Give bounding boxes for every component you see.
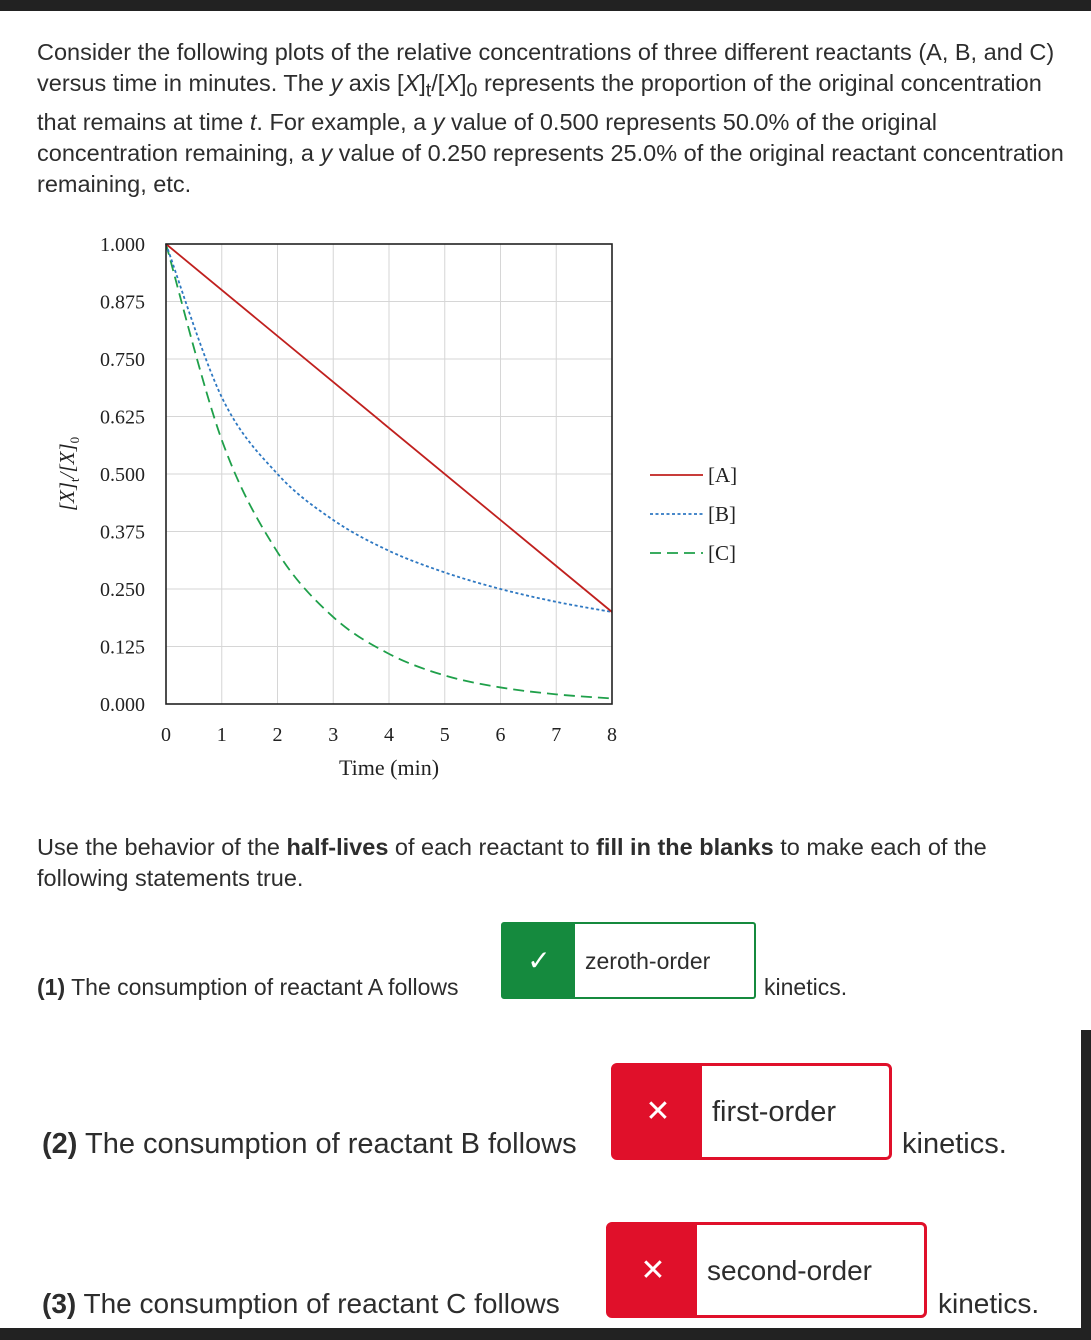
y-tick-label: 0.500	[100, 464, 145, 486]
question-3-answer: second-order	[707, 1255, 872, 1286]
question-1-answer: zeroth-order	[585, 948, 711, 974]
intro-paragraph: Consider the following plots of the relative concentrations of three different reactants (A, B, and C) versus time in minutes. The y axis $[X]_t/[X]_0$ represents the proportion of the original concentration that remains at time t. For example, a y value of 0.500 represents 50.0% of the original concentration remaining, a y value of 0.250 represents 25.0% of the original reactant concentration remaining, etc.	[37, 39, 1064, 197]
question-1-suffix: kinetics.	[764, 974, 848, 1000]
incorrect-x-icon: ✕	[609, 1225, 697, 1315]
bottom-border	[0, 1328, 1091, 1340]
y-tick-label: 0.000	[100, 694, 145, 716]
x-tick-label: 7	[551, 724, 562, 746]
question-3-answer-box[interactable]	[606, 1222, 927, 1318]
x-tick-label: 0	[161, 724, 171, 746]
x-tick-label: 2	[272, 724, 283, 746]
question-1-answer-box[interactable]	[501, 922, 756, 999]
x-tick-label: 3	[328, 724, 339, 746]
legend-label: [C]	[708, 541, 736, 565]
question-2-answer-box[interactable]	[611, 1063, 892, 1160]
correct-check-icon: ✓	[503, 924, 575, 997]
chart-legend	[650, 463, 737, 565]
y-axis-label: $[X]_t/[X]_0$	[55, 436, 82, 512]
right-border	[1081, 1030, 1091, 1340]
y-tick-label: 1.000	[100, 234, 145, 256]
x-tick-label: 1	[216, 724, 227, 746]
question-1-prompt: (1) The consumption of reactant A follows	[37, 974, 459, 1000]
x-tick-labels	[161, 724, 617, 746]
concentration-chart	[0, 215, 800, 795]
y-tick-labels	[100, 234, 145, 716]
chart-gridlines	[166, 244, 612, 704]
question-2-suffix: kinetics.	[902, 1128, 1007, 1160]
y-tick-label: 0.250	[100, 579, 145, 601]
legend-label: [A]	[708, 463, 738, 487]
y-tick-label: 0.625	[100, 406, 145, 429]
x-tick-label: 6	[495, 724, 506, 746]
y-tick-label: 0.875	[100, 291, 145, 314]
question-2-answer: first-order	[712, 1096, 837, 1128]
instructions-paragraph: Use the behavior of the half-lives of each reactant to fill in the blanks to make each of the following statements true.	[37, 834, 987, 891]
top-border	[0, 0, 1091, 11]
question-2-prompt: (2) The consumption of reactant B follows	[42, 1128, 577, 1160]
x-axis-label: Time (min)	[338, 755, 440, 780]
incorrect-x-icon: ✕	[614, 1066, 702, 1157]
x-tick-label: 8	[607, 724, 617, 746]
question-3-prompt: (3) The consumption of reactant C follows	[42, 1288, 560, 1319]
y-tick-label: 0.375	[100, 521, 145, 544]
question-3-suffix: kinetics.	[938, 1288, 1040, 1319]
legend-label: [B]	[708, 502, 736, 526]
x-tick-label: 4	[384, 724, 394, 746]
x-tick-label: 5	[439, 724, 450, 746]
y-tick-label: 0.750	[100, 349, 145, 371]
y-tick-label: 0.125	[100, 636, 145, 659]
